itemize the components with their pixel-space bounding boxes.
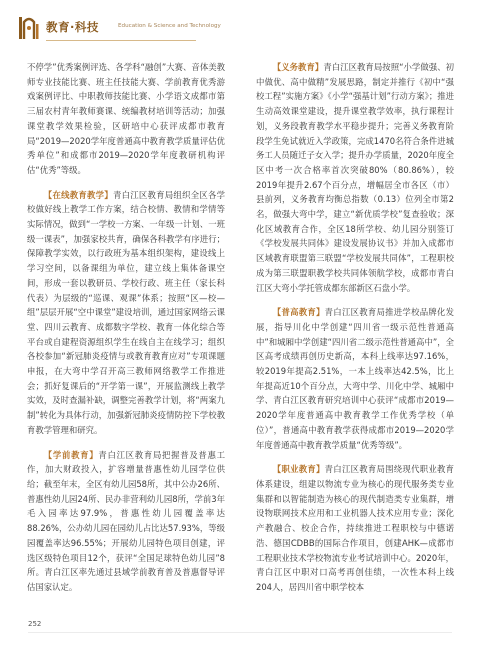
footer-divider (28, 632, 452, 633)
section-tag-preschool: 【学前教育】 (43, 449, 99, 460)
page-number: 252 (28, 620, 42, 628)
page-header (0, 0, 480, 54)
paragraph-compulsory (256, 60, 454, 295)
magazine-title: 教育·科技 (46, 20, 99, 34)
left-column (27, 60, 225, 595)
paragraph-high-school-body: 青白江区教育局推进学校品牌化发展，指导川化中学创建“四川省一级示范性普通高中”和城厢中学创建“四川省二级示范性普通高中”，全区高考成绩再创历史新高，本科上线率达97.16%，较2019年提高2.51%，一本上线率达42.5%，比上年提高近10个百分点，大弯中学、川化中学、城厢中学、青白江区教育研究培训中心获评“成都市2019—2020学年度普通高中教育教学工作优秀学校（单位）”，普通高中教育教学获得成都市2019—2020学年度普通高中教育教学质量“优秀等级”。 (256, 307, 455, 450)
paragraph-compulsory-body: 青白江区教育局按照“小学做强、初中做优、高中做精”发展思路，制定并推行《初中“强校工程”实施方案》《小学“强基计划”行动方案》；推进生动高效课堂建设，提升课堂教学效率，执行课程计划，义务段教育教学水平稳步提升；完善义务教育阶段学生免试就近入学政策，完成1470名符合条件进城务工人员随迁子女入学；提升办学质量，2020年度全区中考一次合格率首次突破80%（80.86%），较2019年提升2.67个百分点，增幅居全市各区（市）县前列，义务教育均衡总指数（0.13）位列全市第2名，做强大弯中学，建立“新优质学校”复查验收；深化区域教育合作，全区18所学校、幼儿园分别签订《学校发展共同体》建设发展协议书》并加入成都市区域教育联盟第三联盟“学校发展共同体”，工程职校成为第三联盟职教学校共同体领航学校，成都市青白江区大弯小学托管成都东部新区石盘小学。 (256, 62, 454, 293)
section-tag-online-teaching: 【在线教育教学】 (43, 189, 113, 200)
header-divider (46, 40, 196, 41)
paragraph-continued: 不停学”优秀案例评选、各学科“融创”大赛、音体美教师专业技能比赛、班主任技能大赛、学前教育优秀游戏案例评比、中职教师技能比赛、小学语文成都市第三届农村青年教师赛课、统编教材培训等活动；加强课堂教学效果检验，区研培中心获评成都市教育局“2019—2020学年度普通高中教育教学质量评估优秀单位”和成都市2019—2020学年度教研机构评估“优秀”等级。 (27, 62, 225, 175)
paragraph-vocational (256, 462, 454, 594)
paragraph-high-school (256, 305, 454, 452)
paragraph-preschool-body: 青白江区教育局把握普及普惠工作，加大财政投入，扩容增量普惠性幼儿园学位供给；截至年末，全区有幼儿园58所，其中公办26所、普惠性幼儿园24所、民办非营利幼儿园8所，学前3年毛入园率达97.9%，普惠性幼儿园覆盖率达88.26%，公办幼儿园在园幼儿占比达57.93%，等级园覆盖率达96.55%；开展幼儿园特色项目创建，评选区级特色项目12个，获评“全国足球特色幼儿园”8所。青白江区率先通过县域学前教育普及普惠督导评估国家认定。 (27, 449, 225, 592)
paragraph-online-teaching-body: 青白江区教育局组织全区各学校做好线上教学工作方案，结合校情、教情和学情等实际情况，做到“一学校一方案、一年级一计划、一班级一课表”，加强家校共育，确保各科教学有序进行；保障教学实效，以行政班为基本组织架构，建设线上学习空间，以备课组为单位，建立线上集体备课空间，形成一套以教研员、学校行政、班主任（家长科代表）为层级的“巡课、观课”体系；按照“区—校—组”层层开展“空中课堂”建设培训，通过国家网络云课堂、四川云教育、成都数字学校、教育一体化综合等平台或自建程资源组织学生在线自主在线学习；组织各校参加“新冠肺炎疫情与或教育教育应对”专项课题申报，在大弯中学召开高三教师网络教学工作推进会；抓好复课后的“开学第一课”，开展监测线上教学实效，及时查漏补缺，调整完善教学计划，将“两案九制”转化为具体行动，加强新冠肺炎疫情防控下学校教育教学管理和研究。 (27, 189, 226, 435)
section-tag-vocational: 【职业教育】 (272, 464, 325, 475)
right-column (256, 60, 454, 595)
magazine-logo-icon (18, 14, 40, 42)
magazine-subtitle: Education & Science and Technology (118, 23, 221, 29)
section-tag-compulsory: 【义务教育】 (272, 62, 324, 72)
paragraph-preschool (27, 448, 225, 595)
paragraph-online-teaching (27, 188, 225, 438)
paragraph-vocational-body: 青白江区教育局围绕现代职业教育体系建设，组建以物流专业为核心的现代服务类专业集群和以智能制造为核心的现代制造类专业集群，增设物联网技术应用和工业机器人技术应用专业；深化产教融合、校企合作，持续推进工程职校与中德诺浩、德国CDBB的国际合作项目，创建AHK—成都市工程职业技术学校物流专业考试培训中心。2020年，青白江区中职对口高考再创佳绩，一次性本科上线204人，居四川省中职学校本 (256, 464, 455, 592)
section-tag-high-school: 【普高教育】 (272, 307, 325, 318)
